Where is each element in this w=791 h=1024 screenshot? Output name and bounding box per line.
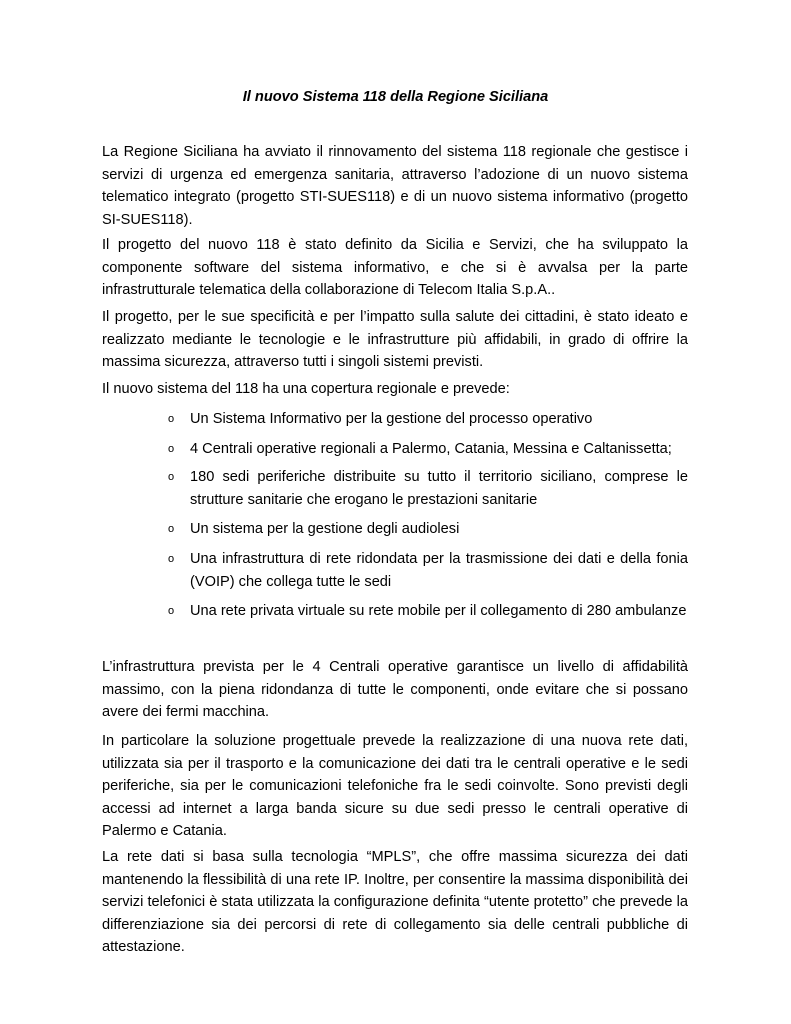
document-title: Il nuovo Sistema 118 della Regione Siciliana: [242, 89, 549, 105]
bullet-icon: o: [168, 605, 175, 617]
bullet-icon: o: [168, 443, 175, 455]
list-item-text: 4 Centrali operative regionali a Palermo, Catania, Messina e Caltanissetta;: [190, 441, 672, 457]
list-item-text: Una rete privata virtuale su rete mobile per il collegamento di 280 ambulanze: [190, 603, 687, 619]
list-item-text: Un Sistema Informativo per la gestione del processo operativo: [190, 411, 593, 427]
list-item-text: Una infrastruttura di rete ridondata per la trasmissione dei dati e della fonia (VOIP) che collega tutte le sedi: [190, 551, 688, 590]
list-item-text: Un sistema per la gestione degli audiolesi: [190, 521, 460, 537]
bullet-icon: o: [168, 471, 175, 483]
paragraph-intro: La Regione Siciliana ha avviato il rinnovamento del sistema 118 regionale che gestisce i servizi di urgenza ed emergenza sanitaria, attraverso l’adozione di un nuovo sistema telematico integrato (progetto STI-SUES118) e di un nuovo sistema informativo (progetto SI-SUES118).: [102, 144, 688, 228]
paragraph-coverage: Il nuovo sistema del 118 ha una copertura regionale e prevede:: [102, 381, 510, 397]
paragraph-reliability: Il progetto, per le sue specificità e per l’impatto sulla salute dei cittadini, è stato ideato e realizzato mediante le tecnologie e le infrastrutture più affidabili, in grado di offrire la massima sicurezza, attraverso tutti i singoli sistemi previsti.: [102, 309, 688, 370]
bullet-icon: o: [168, 553, 175, 565]
bullet-icon: o: [168, 413, 175, 425]
paragraph-mpls: La rete dati si basa sulla tecnologia “MPLS”, che offre massima sicurezza dei dati mantenendo la flessibilità di una rete IP. Inoltre, per consentire la massima disponibilità dei servizi telefonici è stata utilizzata la configurazione definita “utente protetto” che prevede la differenziazione sia dei percorsi di rete di collegamento sia delle centrali pubbliche di attestazione.: [102, 849, 688, 955]
paragraph-project: Il progetto del nuovo 118 è stato definito da Sicilia e Servizi, che ha sviluppato la componente software del sistema informativo, e che si è avvalsa per la parte infrastrutturale telematica della collaborazione di Telecom Italia S.p.A..: [102, 237, 688, 298]
paragraph-infrastructure: L’infrastruttura prevista per le 4 Centrali operative garantisce un livello di affidabilità massimo, con la piena ridondanza di tutte le componenti, onde evitare che si possano avere dei fermi macchina.: [102, 659, 688, 720]
bullet-icon: o: [168, 523, 175, 535]
paragraph-network: In particolare la soluzione progettuale prevede la realizzazione di una nuova rete dati, utilizzata sia per il trasporto e la comunicazione dei dati tra le centrali operative e le sedi periferiche, sia per le comunicazioni telefoniche fra le sedi coinvolte. Sono previsti degli accessi ad internet a larga banda sicure su due sedi presso le centrali operative di Palermo e Catania.: [102, 733, 688, 839]
list-item-text: 180 sedi periferiche distribuite su tutto il territorio siciliano, comprese le strutture sanitarie che erogano le prestazioni sanitarie: [190, 469, 688, 508]
